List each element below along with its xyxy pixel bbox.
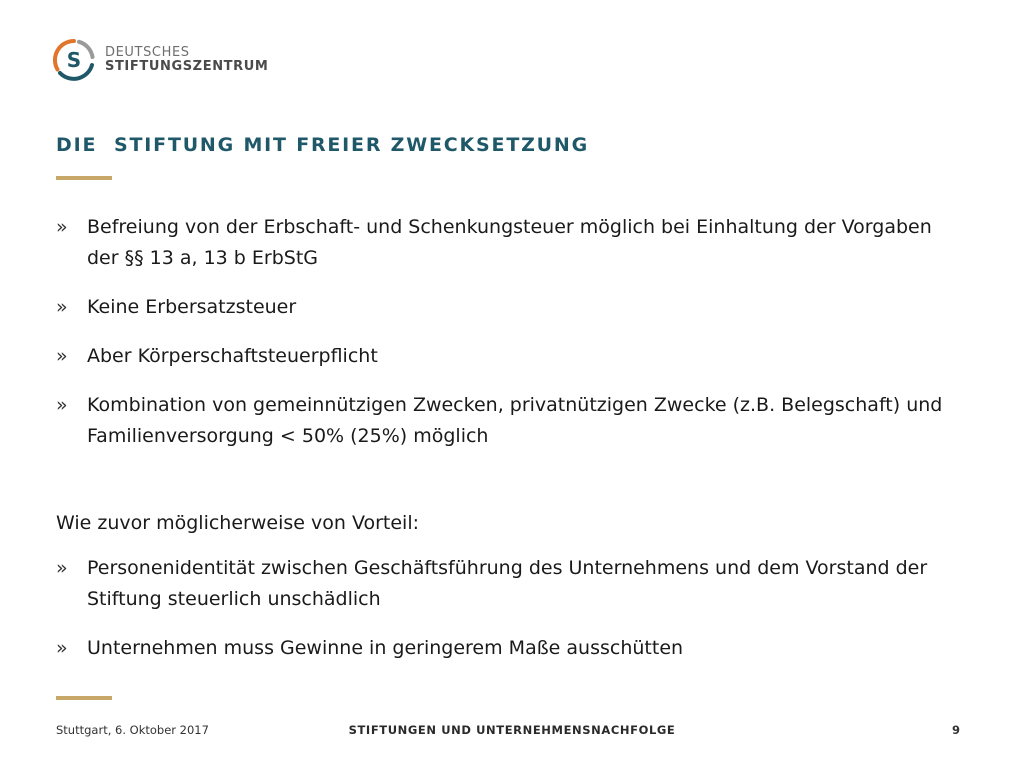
- subheading: Wie zuvor möglicherweise von Vorteil:: [56, 512, 419, 534]
- logo-line1: DEUTSCHES: [105, 45, 190, 61]
- bullet-text: Aber Körperschaftsteuerpflicht: [87, 345, 378, 367]
- bullet-item: [56, 212, 956, 274]
- footer-topic: STIFTUNGEN UND UNTERNEHMENSNACHFOLGE: [348, 723, 676, 737]
- bullet-item: [56, 390, 956, 452]
- slide-content: [56, 212, 956, 682]
- bullet-item: [56, 292, 956, 323]
- footer-location-date: Stuttgart, 6. Oktober 2017: [56, 723, 209, 737]
- bullet-marker: »: [56, 637, 68, 659]
- title-underline: [56, 176, 112, 180]
- bullet-text: Keine Erbersatzsteuer: [87, 296, 297, 318]
- bullet-marker: »: [56, 394, 68, 416]
- bullet-text: Kombination von gemeinnützigen Zwecken, privatnützigen Zwecke (z.B. Belegschaft) und Familienversorgung < 50% (25%) möglich: [87, 394, 943, 447]
- logo: [52, 38, 268, 82]
- bullet-item: [56, 341, 956, 372]
- stiftungszentrum-logo-icon: [52, 38, 96, 82]
- page-number: 9: [951, 723, 960, 737]
- bullet-text: Unternehmen muss Gewinne in geringerem Maße ausschütten: [87, 637, 684, 659]
- logo-line2: STIFTUNGSZENTRUM: [105, 59, 269, 74]
- bullet-marker: »: [56, 216, 68, 238]
- svg-text:S: S: [66, 48, 82, 72]
- bullet-marker: »: [56, 557, 68, 579]
- bullet-item: [56, 553, 956, 615]
- bullet-marker: »: [56, 345, 68, 367]
- bullet-text: Personenidentität zwischen Geschäftsführung des Unternehmens und dem Vorstand der Stiftung steuerlich unschädlich: [87, 557, 928, 610]
- bullet-text: Befreiung von der Erbschaft- und Schenkungsteuer möglich bei Einhaltung der Vorgaben der §§ 13 a, 13 b ErbStG: [87, 216, 932, 269]
- bullet-marker: »: [56, 296, 68, 318]
- slide-title: DIE STIFTUNG MIT FREIER ZWECKSETZUNG: [56, 134, 589, 156]
- footer-divider: [56, 696, 112, 700]
- bullet-item: [56, 633, 956, 664]
